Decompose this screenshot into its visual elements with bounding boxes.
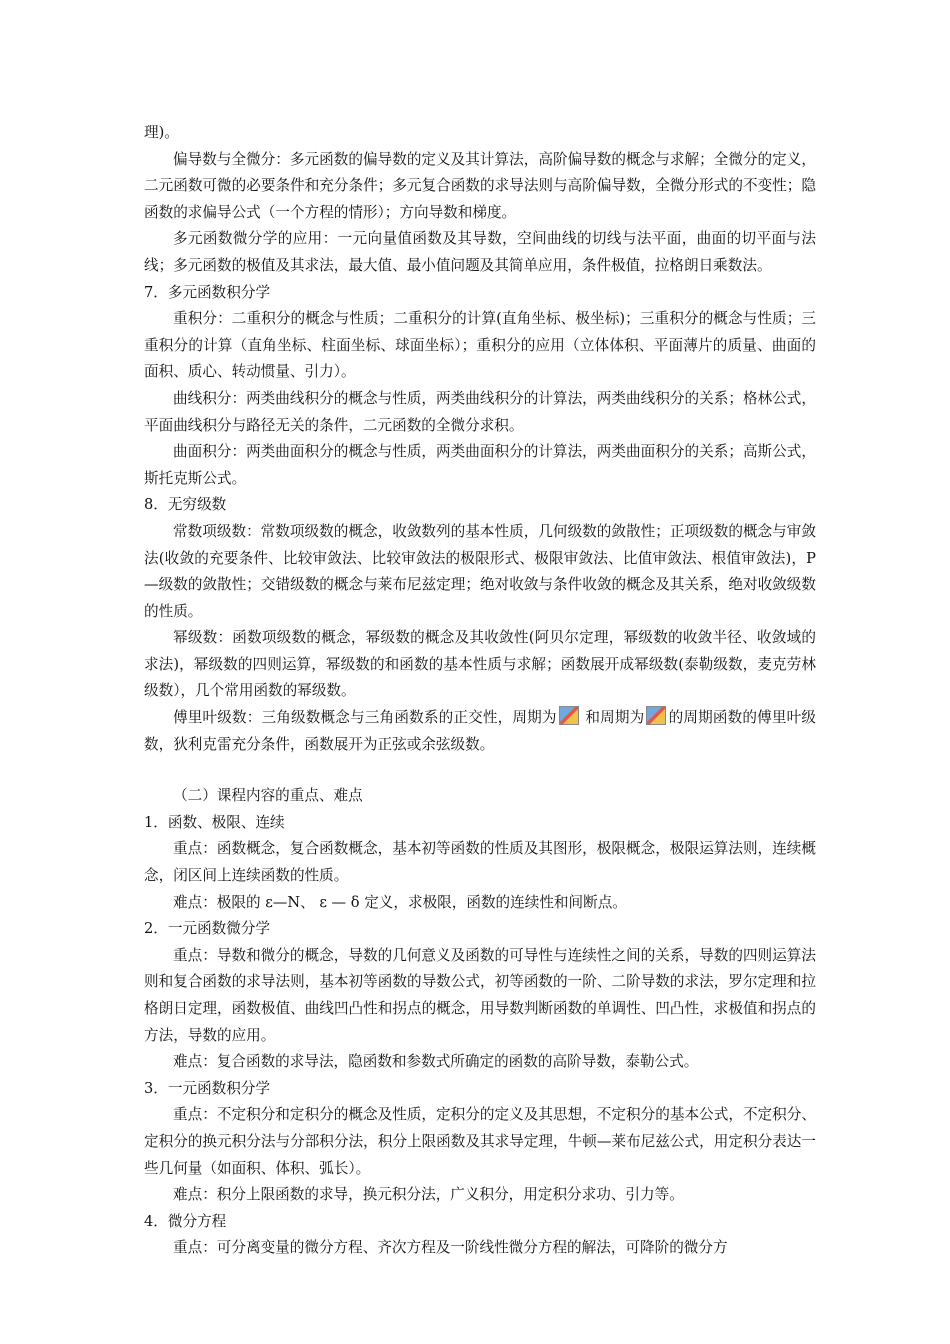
paragraph-difficulties: 难点：复合函数的求导法，隐函数和参数式所确定的函数的高阶导数，泰勒公式。: [173, 1053, 699, 1071]
paragraph-multiple-integrals: 重积分：二重积分的概念与性质；二重积分的计算(直角坐标、极坐标)；三重积分的概念与性质；三重积分的计算（直角坐标、柱面坐标、球面坐标）；重积分的应用（立体体积、平面薄片的质量、曲面的面积、质心、转动惯量、引力）。: [144, 310, 816, 381]
fourier-text-1: 傅里叶级数：三角级数概念与三角函数系的正交性，周期为: [173, 709, 557, 727]
section-heading-4: 4．微分方程: [144, 1212, 227, 1230]
formula-image-icon: [559, 706, 579, 725]
paragraph-fourier-series: [144, 705, 816, 758]
section-heading-8: 8．无穷级数: [144, 496, 227, 514]
paragraph-difficulties: 难点：积分上限函数的求导，换元积分法，广义积分，用定积分求功、引力等。: [173, 1186, 684, 1204]
document-body: [144, 120, 816, 1262]
paragraph-line-integrals: 曲线积分：两类曲线积分的概念与性质，两类曲线积分的计算法，两类曲线积分的关系；格林公式，平面曲线积分与路径无关的条件，二元函数的全微分求积。: [144, 389, 816, 434]
paragraph-key-points: 重点：函数概念，复合函数概念，基本初等函数的性质及其图形，极限概念，极限运算法则，连续概念，闭区间上连续函数的性质。: [144, 840, 816, 885]
section-heading-2: 2．一元函数微分学: [144, 920, 271, 938]
paragraph-difficulties: 难点：极限的 ε—N、 ε — δ 定义，求极限，函数的连续性和间断点。: [173, 893, 627, 911]
paragraph-constant-series: 常数项级数：常数项级数的概念，收敛数列的基本性质，几何级数的敛散性；正项级数的概念与审敛法(收敛的充要条件、比较审敛法、比较审敛法的极限形式、极限审敛法、比值审敛法、根值审敛法)，P—级数的敛散性；交错级数的概念与莱布尼兹定理；绝对收敛与条件收敛的概念及其关系，绝对收敛级数的性质。: [144, 522, 816, 620]
formula-image-icon: [646, 706, 666, 725]
paragraph-multivariable-applications: 多元函数微分学的应用：一元向量值函数及其导数，空间曲线的切线与法平面，曲面的切平面与法线；多元函数的极值及其求法，最大值、最小值问题及其简单应用，条件极值，拉格朗日乘数法。: [144, 230, 816, 274]
paragraph: 理)。: [144, 124, 179, 141]
paragraph-key-points: 重点：可分离变量的微分方程、齐次方程及一阶线性微分方程的解法，可降阶的微分方: [173, 1239, 728, 1257]
section-heading-1: 1．函数、极限、连续: [144, 813, 285, 831]
blank-line: [144, 758, 816, 783]
paragraph-key-points: 重点：不定积分和定积分的概念及性质，定积分的定义及其思想，不定积分的基本公式，不定积分、定积分的换元积分法与分部积分法，积分上限函数及其求导定理，牛顿—莱布尼兹公式，用定积分表达一些几何量（如面积、体积、弧长）。: [144, 1106, 816, 1177]
section-heading-7: 7．多元函数积分学: [144, 283, 271, 301]
fourier-text-2: 和周期为: [580, 709, 645, 727]
fourier-text-3: 的周期函数的傅里叶级数，狄利克雷充分条件，函数展开为正弦或余弦级数。: [144, 709, 816, 753]
paragraph-key-points: 重点：导数和微分的概念，导数的几何意义及函数的可导性与连续性之间的关系，导数的四则运算法则和复合函数的求导法则，基本初等函数的导数公式，初等函数的一阶、二阶导数的求法，罗尔定理和拉格朗日定理，函数极值、曲线凹凸性和拐点的概念，用导数判断函数的单调性、凹凸性，求极值和拐点的方法，导数的应用。: [144, 946, 816, 1044]
paragraph-partial-derivatives: 偏导数与全微分：多元函数的偏导数的定义及其计算法，高阶偏导数的概念与求解；全微分的定义，二元函数可微的必要条件和充分条件；多元复合函数的求导法则与高阶偏导数，全微分形式的不变性；隐函数的求偏导公式（一个方程的情形）；方向导数和梯度。: [144, 150, 816, 221]
paragraph-surface-integrals: 曲面积分：两类曲面积分的概念与性质，两类曲面积分的计算法，两类曲面积分的关系；高斯公式，斯托克斯公式。: [144, 443, 816, 487]
subsection-heading: （二）课程内容的重点、难点: [173, 787, 363, 805]
section-heading-3: 3．一元函数积分学: [144, 1079, 271, 1097]
paragraph-power-series: 幂级数：函数项级数的概念，幂级数的概念及其收敛性(阿贝尔定理，幂级数的收敛半径、收敛域的求法)，幂级数的四则运算，幂级数的和函数的基本性质与求解；函数展开成幂级数(泰勒级数，麦克劳林级数），几个常用函数的幂级数。: [144, 629, 816, 700]
